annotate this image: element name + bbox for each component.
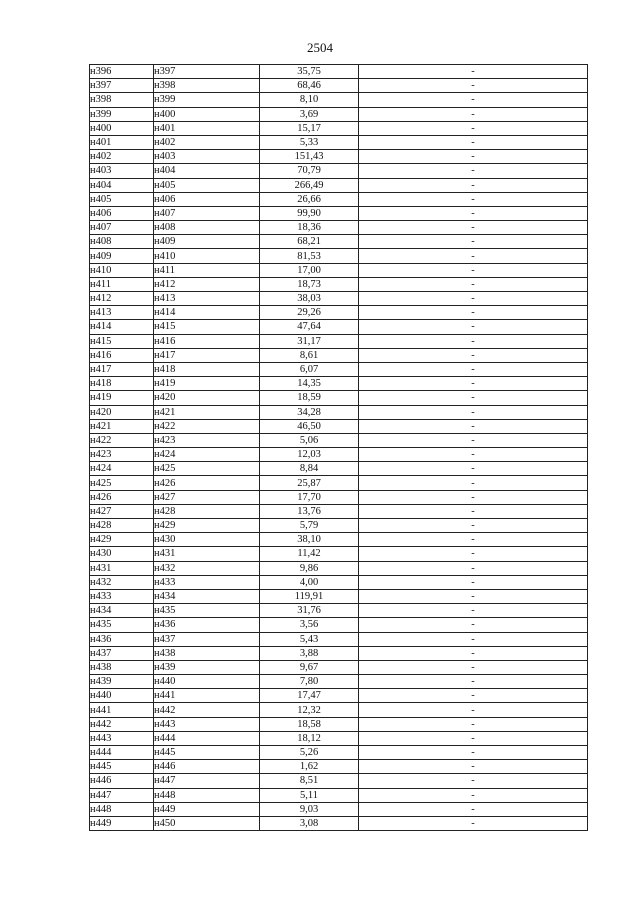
length-value-cell: 5,79 (260, 519, 359, 533)
point-to-cell: н413 (154, 292, 260, 306)
point-from-cell: н438 (90, 660, 154, 674)
table-row (90, 263, 588, 277)
note-cell: - (359, 107, 588, 121)
table-row (90, 334, 588, 348)
note-cell: - (359, 589, 588, 603)
length-value-cell: 81,53 (260, 249, 359, 263)
note-cell: - (359, 575, 588, 589)
note-cell: - (359, 746, 588, 760)
length-value-cell: 99,90 (260, 206, 359, 220)
note-cell: - (359, 405, 588, 419)
note-cell: - (359, 816, 588, 830)
length-value-cell: 38,10 (260, 533, 359, 547)
point-from-cell: н412 (90, 292, 154, 306)
note-cell: - (359, 533, 588, 547)
point-from-cell: н439 (90, 675, 154, 689)
note-cell: - (359, 717, 588, 731)
point-to-cell: н443 (154, 717, 260, 731)
point-from-cell: н443 (90, 731, 154, 745)
note-cell: - (359, 462, 588, 476)
table-row (90, 249, 588, 263)
table-row (90, 675, 588, 689)
point-from-cell: н420 (90, 405, 154, 419)
table-row (90, 618, 588, 632)
boundary-segments-table (89, 64, 588, 831)
note-cell: - (359, 448, 588, 462)
point-to-cell: н447 (154, 774, 260, 788)
table-row (90, 533, 588, 547)
length-value-cell: 17,70 (260, 490, 359, 504)
table-row (90, 377, 588, 391)
length-value-cell: 18,59 (260, 391, 359, 405)
point-to-cell: н430 (154, 533, 260, 547)
table-row (90, 235, 588, 249)
note-cell: - (359, 334, 588, 348)
length-value-cell: 31,76 (260, 604, 359, 618)
point-from-cell: н396 (90, 65, 154, 79)
length-value-cell: 14,35 (260, 377, 359, 391)
point-from-cell: н445 (90, 760, 154, 774)
point-to-cell: н431 (154, 547, 260, 561)
note-cell: - (359, 433, 588, 447)
length-value-cell: 8,61 (260, 348, 359, 362)
point-from-cell: н410 (90, 263, 154, 277)
point-to-cell: н416 (154, 334, 260, 348)
length-value-cell: 18,58 (260, 717, 359, 731)
table-row (90, 589, 588, 603)
point-from-cell: н435 (90, 618, 154, 632)
table-row (90, 760, 588, 774)
length-value-cell: 31,17 (260, 334, 359, 348)
length-value-cell: 15,17 (260, 121, 359, 135)
length-value-cell: 5,11 (260, 788, 359, 802)
point-from-cell: н429 (90, 533, 154, 547)
note-cell: - (359, 618, 588, 632)
note-cell: - (359, 178, 588, 192)
table-row (90, 561, 588, 575)
length-value-cell: 47,64 (260, 320, 359, 334)
point-to-cell: н450 (154, 816, 260, 830)
note-cell: - (359, 675, 588, 689)
table-row (90, 65, 588, 79)
point-from-cell: н408 (90, 235, 154, 249)
table-row (90, 348, 588, 362)
length-value-cell: 12,03 (260, 448, 359, 462)
point-from-cell: н447 (90, 788, 154, 802)
note-cell: - (359, 561, 588, 575)
point-to-cell: н448 (154, 788, 260, 802)
length-value-cell: 119,91 (260, 589, 359, 603)
point-to-cell: н437 (154, 632, 260, 646)
point-from-cell: н422 (90, 433, 154, 447)
point-from-cell: н418 (90, 377, 154, 391)
point-from-cell: н406 (90, 206, 154, 220)
note-cell: - (359, 206, 588, 220)
point-to-cell: н407 (154, 206, 260, 220)
table-row (90, 121, 588, 135)
point-from-cell: н424 (90, 462, 154, 476)
note-cell: - (359, 93, 588, 107)
note-cell: - (359, 306, 588, 320)
length-value-cell: 26,66 (260, 192, 359, 206)
point-to-cell: н406 (154, 192, 260, 206)
length-value-cell: 3,56 (260, 618, 359, 632)
note-cell: - (359, 249, 588, 263)
table-row (90, 519, 588, 533)
note-cell: - (359, 391, 588, 405)
table-row (90, 604, 588, 618)
point-to-cell: н442 (154, 703, 260, 717)
length-value-cell: 38,03 (260, 292, 359, 306)
note-cell: - (359, 277, 588, 291)
length-value-cell: 3,08 (260, 816, 359, 830)
length-value-cell: 17,47 (260, 689, 359, 703)
length-value-cell: 9,86 (260, 561, 359, 575)
length-value-cell: 266,49 (260, 178, 359, 192)
point-from-cell: н423 (90, 448, 154, 462)
point-from-cell: н444 (90, 746, 154, 760)
note-cell: - (359, 150, 588, 164)
table-row (90, 391, 588, 405)
length-value-cell: 3,69 (260, 107, 359, 121)
table-row (90, 79, 588, 93)
table-row (90, 731, 588, 745)
point-to-cell: н433 (154, 575, 260, 589)
point-to-cell: н419 (154, 377, 260, 391)
note-cell: - (359, 490, 588, 504)
length-value-cell: 5,43 (260, 632, 359, 646)
point-to-cell: н425 (154, 462, 260, 476)
point-from-cell: н414 (90, 320, 154, 334)
table-row (90, 646, 588, 660)
table-row (90, 419, 588, 433)
page-number: 2504 (307, 40, 333, 55)
note-cell: - (359, 547, 588, 561)
point-to-cell: н402 (154, 135, 260, 149)
point-to-cell: н399 (154, 93, 260, 107)
length-value-cell: 5,33 (260, 135, 359, 149)
point-from-cell: н427 (90, 504, 154, 518)
table-row (90, 575, 588, 589)
table-row (90, 462, 588, 476)
note-cell: - (359, 689, 588, 703)
length-value-cell: 34,28 (260, 405, 359, 419)
length-value-cell: 151,43 (260, 150, 359, 164)
note-cell: - (359, 320, 588, 334)
note-cell: - (359, 79, 588, 93)
point-from-cell: н399 (90, 107, 154, 121)
table-row (90, 476, 588, 490)
point-to-cell: н427 (154, 490, 260, 504)
point-to-cell: н444 (154, 731, 260, 745)
point-to-cell: н436 (154, 618, 260, 632)
table-row (90, 320, 588, 334)
point-from-cell: н440 (90, 689, 154, 703)
length-value-cell: 13,76 (260, 504, 359, 518)
point-to-cell: н429 (154, 519, 260, 533)
note-cell: - (359, 519, 588, 533)
point-from-cell: н448 (90, 802, 154, 816)
table-row (90, 490, 588, 504)
length-value-cell: 7,80 (260, 675, 359, 689)
point-to-cell: н435 (154, 604, 260, 618)
point-from-cell: н417 (90, 362, 154, 376)
point-from-cell: н413 (90, 306, 154, 320)
note-cell: - (359, 774, 588, 788)
point-from-cell: н416 (90, 348, 154, 362)
point-to-cell: н438 (154, 646, 260, 660)
note-cell: - (359, 164, 588, 178)
table-row (90, 93, 588, 107)
point-to-cell: н421 (154, 405, 260, 419)
point-from-cell: н441 (90, 703, 154, 717)
note-cell: - (359, 348, 588, 362)
table-row (90, 448, 588, 462)
point-to-cell: н415 (154, 320, 260, 334)
point-from-cell: н397 (90, 79, 154, 93)
table-row (90, 405, 588, 419)
point-from-cell: н433 (90, 589, 154, 603)
table-row (90, 660, 588, 674)
length-value-cell: 68,21 (260, 235, 359, 249)
point-from-cell: н428 (90, 519, 154, 533)
note-cell: - (359, 703, 588, 717)
point-to-cell: н404 (154, 164, 260, 178)
length-value-cell: 68,46 (260, 79, 359, 93)
table-row (90, 107, 588, 121)
table-row (90, 150, 588, 164)
table-row (90, 547, 588, 561)
point-to-cell: н400 (154, 107, 260, 121)
length-value-cell: 29,26 (260, 306, 359, 320)
point-from-cell: н430 (90, 547, 154, 561)
note-cell: - (359, 646, 588, 660)
note-cell: - (359, 377, 588, 391)
point-from-cell: н431 (90, 561, 154, 575)
table-row (90, 206, 588, 220)
table-row (90, 178, 588, 192)
length-value-cell: 46,50 (260, 419, 359, 433)
table-row (90, 717, 588, 731)
point-from-cell: н404 (90, 178, 154, 192)
length-value-cell: 11,42 (260, 547, 359, 561)
length-value-cell: 5,06 (260, 433, 359, 447)
table-row (90, 816, 588, 830)
note-cell: - (359, 476, 588, 490)
point-from-cell: н402 (90, 150, 154, 164)
point-to-cell: н440 (154, 675, 260, 689)
table-row (90, 277, 588, 291)
length-value-cell: 5,26 (260, 746, 359, 760)
length-value-cell: 8,51 (260, 774, 359, 788)
point-from-cell: н409 (90, 249, 154, 263)
point-to-cell: н434 (154, 589, 260, 603)
point-to-cell: н403 (154, 150, 260, 164)
table-row (90, 192, 588, 206)
length-value-cell: 35,75 (260, 65, 359, 79)
point-to-cell: н449 (154, 802, 260, 816)
note-cell: - (359, 263, 588, 277)
note-cell: - (359, 292, 588, 306)
point-to-cell: н405 (154, 178, 260, 192)
table-row (90, 164, 588, 178)
note-cell: - (359, 632, 588, 646)
point-from-cell: н411 (90, 277, 154, 291)
length-value-cell: 1,62 (260, 760, 359, 774)
point-from-cell: н419 (90, 391, 154, 405)
note-cell: - (359, 419, 588, 433)
length-value-cell: 8,10 (260, 93, 359, 107)
point-to-cell: н408 (154, 221, 260, 235)
note-cell: - (359, 121, 588, 135)
point-from-cell: н398 (90, 93, 154, 107)
point-from-cell: н405 (90, 192, 154, 206)
point-from-cell: н442 (90, 717, 154, 731)
table-row (90, 788, 588, 802)
table-row (90, 632, 588, 646)
point-from-cell: н449 (90, 816, 154, 830)
point-to-cell: н439 (154, 660, 260, 674)
table-row (90, 774, 588, 788)
point-to-cell: н426 (154, 476, 260, 490)
table-body (90, 65, 588, 831)
length-value-cell: 18,36 (260, 221, 359, 235)
point-from-cell: н421 (90, 419, 154, 433)
table-row (90, 221, 588, 235)
table-row (90, 746, 588, 760)
point-from-cell: н434 (90, 604, 154, 618)
length-value-cell: 12,32 (260, 703, 359, 717)
length-value-cell: 3,88 (260, 646, 359, 660)
point-from-cell: н437 (90, 646, 154, 660)
point-from-cell: н426 (90, 490, 154, 504)
point-to-cell: н401 (154, 121, 260, 135)
point-from-cell: н401 (90, 135, 154, 149)
length-value-cell: 70,79 (260, 164, 359, 178)
note-cell: - (359, 192, 588, 206)
point-from-cell: н407 (90, 221, 154, 235)
point-to-cell: н414 (154, 306, 260, 320)
point-to-cell: н410 (154, 249, 260, 263)
length-value-cell: 25,87 (260, 476, 359, 490)
table-row (90, 703, 588, 717)
point-from-cell: н432 (90, 575, 154, 589)
table-row (90, 689, 588, 703)
point-to-cell: н417 (154, 348, 260, 362)
point-to-cell: н432 (154, 561, 260, 575)
table-row (90, 362, 588, 376)
point-to-cell: н422 (154, 419, 260, 433)
note-cell: - (359, 65, 588, 79)
length-value-cell: 4,00 (260, 575, 359, 589)
point-from-cell: н425 (90, 476, 154, 490)
table-row (90, 135, 588, 149)
note-cell: - (359, 135, 588, 149)
length-value-cell: 18,73 (260, 277, 359, 291)
table-row (90, 292, 588, 306)
note-cell: - (359, 760, 588, 774)
point-to-cell: н446 (154, 760, 260, 774)
note-cell: - (359, 504, 588, 518)
point-to-cell: н420 (154, 391, 260, 405)
point-to-cell: н398 (154, 79, 260, 93)
length-value-cell: 9,03 (260, 802, 359, 816)
table-row (90, 504, 588, 518)
note-cell: - (359, 731, 588, 745)
note-cell: - (359, 221, 588, 235)
note-cell: - (359, 604, 588, 618)
point-to-cell: н411 (154, 263, 260, 277)
note-cell: - (359, 362, 588, 376)
note-cell: - (359, 660, 588, 674)
length-value-cell: 9,67 (260, 660, 359, 674)
note-cell: - (359, 788, 588, 802)
point-to-cell: н418 (154, 362, 260, 376)
length-value-cell: 17,00 (260, 263, 359, 277)
point-to-cell: н428 (154, 504, 260, 518)
point-to-cell: н397 (154, 65, 260, 79)
table-row (90, 433, 588, 447)
point-from-cell: н446 (90, 774, 154, 788)
table-row (90, 802, 588, 816)
point-from-cell: н436 (90, 632, 154, 646)
length-value-cell: 8,84 (260, 462, 359, 476)
point-to-cell: н445 (154, 746, 260, 760)
note-cell: - (359, 802, 588, 816)
point-from-cell: н400 (90, 121, 154, 135)
point-to-cell: н412 (154, 277, 260, 291)
length-value-cell: 18,12 (260, 731, 359, 745)
point-from-cell: н403 (90, 164, 154, 178)
length-value-cell: 6,07 (260, 362, 359, 376)
note-cell: - (359, 235, 588, 249)
point-from-cell: н415 (90, 334, 154, 348)
point-to-cell: н409 (154, 235, 260, 249)
point-to-cell: н424 (154, 448, 260, 462)
point-to-cell: н423 (154, 433, 260, 447)
table-row (90, 306, 588, 320)
point-to-cell: н441 (154, 689, 260, 703)
